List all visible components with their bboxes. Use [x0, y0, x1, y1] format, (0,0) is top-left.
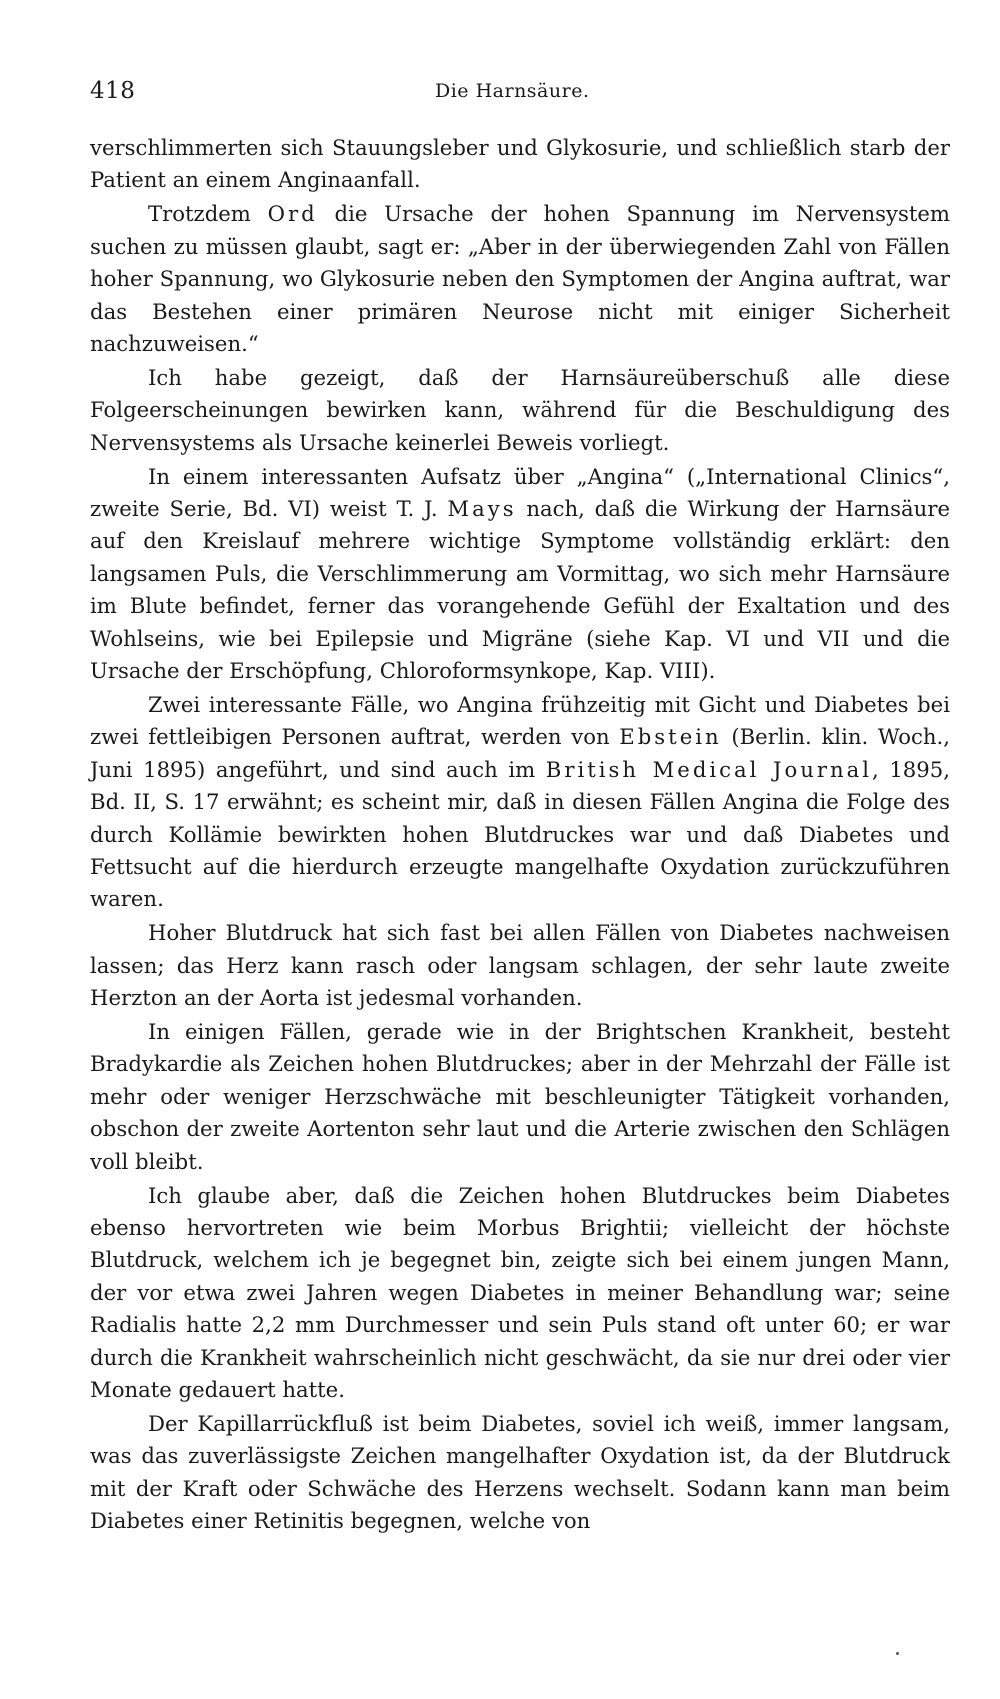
- paragraph: In einigen Fällen, gerade wie in der Brightschen Krankheit, besteht Bradykardie als Zeichen hohen Blutdruckes; aber in der Mehrzahl der Fälle ist mehr oder weniger Herzschwäche mit beschleunigter Tätigkeit vorhanden, obschon der zweite Aortenton sehr laut und die Arterie zwischen den Schlägen voll bleibt.: [90, 1018, 950, 1174]
- text-run: Trotzdem: [148, 201, 268, 227]
- journal-title: British Medical Journal: [545, 756, 873, 782]
- author-name: Ebstein: [619, 724, 722, 750]
- paragraph: [90, 461, 950, 688]
- author-name: Mays: [447, 495, 517, 521]
- body-text: [90, 132, 950, 1537]
- author-name: Ord: [267, 201, 318, 227]
- text-run: die Ursache der hohen Spannung im Nervensystem suchen zu müssen glaubt, sagt er: „Aber in der überwiegenden Zahl von Fällen hoher Spannung, wo Glykosurie neben den Symptomen der Angina auftrat, war das Bestehen einer primären Neurose nicht mit einiger Sicherheit nachzuweisen.“: [90, 201, 951, 356]
- running-title: Die Harnsäure.: [435, 80, 590, 102]
- text-run: (Berlin. klin. Woch., Juni 1895) angeführt, und sind auch im: [90, 724, 950, 782]
- paragraph: [90, 689, 950, 916]
- paragraph: Der Kapillarrückfluß ist beim Diabetes, soviel ich weiß, immer langsam, was das zuverlässigste Zeichen mangelhafter Oxydation ist, da der Blutdruck mit der Kraft oder Schwäche des Herzens wechselt. Sodann kann man beim Diabetes einer Retinitis begegnen, welche von: [90, 1410, 950, 1534]
- paragraph: Ich glaube aber, daß die Zeichen hohen Blutdruckes beim Diabetes ebenso hervortreten wie beim Morbus Brightii; vielleicht der höchste Blutdruck, welchem ich je begegnet bin, zeigte sich bei einem jungen Mann, der vor etwa zwei Jahren wegen Diabetes in meiner Behandlung war; seine Radialis hatte 2,2 mm Durchmesser und sein Puls stand oft unter 60; er war durch die Krankheit wahrscheinlich nicht geschwächt, da sie nur drei oder vier Monate gedauert hatte.: [90, 1182, 950, 1402]
- paragraph: verschlimmerten sich Stauungsleber und Glykosurie, und schließlich starb der Patient an einem Anginaanfall.: [90, 135, 950, 193]
- text-run: In einem interessanten Aufsatz über „Angina“ („International Clinics“, zweite Serie, Bd. VI) weist T. J.: [90, 463, 950, 521]
- paragraph: Ich habe gezeigt, daß der Harnsäureüberschuß alle diese Folgeerscheinungen bewirken kann, während für die Beschuldigung des Nervensystems als Ursache keinerlei Beweis vorliegt.: [90, 364, 950, 455]
- paragraph: Hoher Blutdruck hat sich fast bei allen Fällen von Diabetes nachweisen lassen; das Herz kann rasch oder langsam schlagen, der sehr laute zweite Herzton an der Aorta ist jedesmal vorhanden.: [90, 920, 950, 1011]
- page-number: 418: [90, 78, 136, 104]
- scan-speck: [896, 1652, 899, 1655]
- text-run: nach, daß die Wirkung der Harnsäure auf den Kreislauf mehrere wichtige Symptome vollständig erklärt: den langsamen Puls, die Verschlimmerung am Vormittag, wo sich mehr Harnsäure im Blute befindet, ferner das vorangehende Gefühl der Exaltation und des Wohlseins, wie bei Epilepsie und Migräne (siehe Kap. VI und VII und die Ursache der Erschöpfung, Chloroformsynkope, Kap. VIII).: [90, 495, 950, 683]
- text-run: Zwei interessante Fälle, wo Angina frühzeitig mit Gicht und Diabetes bei zwei fettleibigen Personen auftrat, werden von: [90, 691, 950, 750]
- paragraph: [90, 198, 950, 360]
- text-run: , 1895, Bd. II, S. 17 erwähnt; es scheint mir, daß in diesen Fällen Angina die Folge des durch Kollämie bewirkten hohen Blutdruckes war und daß Diabetes und Fettsucht auf die hierdurch erzeugte mangelhafte Oxydation zurückzuführen waren.: [90, 756, 950, 912]
- page-header: [90, 78, 950, 112]
